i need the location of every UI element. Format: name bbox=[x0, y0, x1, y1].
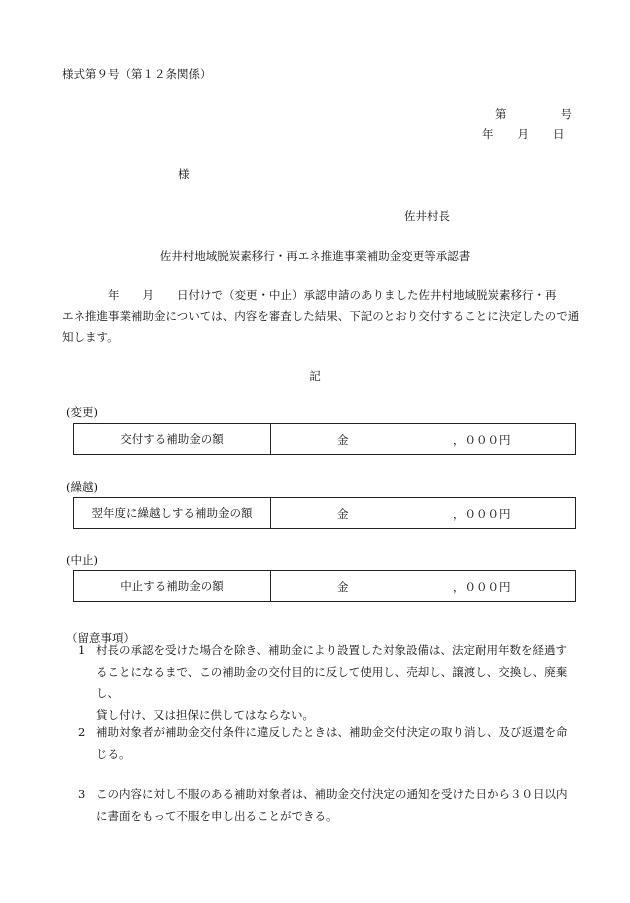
section-label-change: (変更) bbox=[66, 405, 98, 419]
document-title: 佐井村地域脱炭素移行・再エネ推進事業補助金変更等承認書 bbox=[159, 249, 471, 263]
note-item bbox=[78, 784, 590, 827]
section-label-cancel: (中止) bbox=[66, 553, 98, 567]
note-line: 補助対象者が補助金交付条件に違反したときは、補助金交付決定の取り消し、及び返還を命 bbox=[96, 725, 568, 739]
issue-date-line bbox=[482, 126, 565, 142]
amount-item-label: 中止する補助金の額 bbox=[74, 571, 271, 601]
body-line: 年 月 日付けで（変更・中止）承認申請のありました佐井村地域脱炭素移行・再 bbox=[62, 288, 557, 302]
ki-heading: 記 bbox=[309, 369, 321, 383]
document-number-line bbox=[495, 106, 572, 122]
day-label: 日 bbox=[553, 127, 565, 141]
amount-value: ，０００円 bbox=[453, 507, 511, 521]
amount-box-change bbox=[73, 423, 576, 455]
number-prefix: 第 bbox=[495, 107, 507, 121]
amount-item-label: 交付する補助金の額 bbox=[74, 424, 271, 454]
amount-box-cancel bbox=[73, 570, 576, 602]
kin-label: 金 bbox=[337, 433, 349, 447]
note-item bbox=[78, 640, 590, 726]
amount-value: ，０００円 bbox=[453, 433, 511, 447]
amount-value-cell bbox=[271, 571, 575, 601]
amount-value: ，０００円 bbox=[453, 580, 511, 594]
year-label: 年 bbox=[482, 127, 494, 141]
section-label-carryover: (繰越) bbox=[66, 480, 98, 494]
note-item bbox=[78, 722, 590, 765]
amount-value-cell bbox=[271, 498, 575, 528]
note-number: 2 bbox=[78, 725, 86, 739]
note-line: に書面をもって不服を申し出ることができる。 bbox=[96, 808, 338, 823]
note-number: 3 bbox=[78, 787, 86, 801]
amount-box-carryover bbox=[73, 497, 576, 529]
note-line: ることになるまで、この補助金の交付目的に反して使用し、売却し、譲渡し、交換し、廃棄し、 bbox=[96, 664, 568, 700]
body-line: 知します。 bbox=[62, 330, 119, 344]
note-line: じる。 bbox=[96, 746, 131, 761]
addressee-suffix: 様 bbox=[178, 167, 190, 181]
body-line: エネ推進事業補助金については、内容を審査した結果、下記のとおり交付することに決定したので通 bbox=[62, 309, 580, 323]
note-line: 村長の承認を受けた場合を除き、補助金により設置した対象設備は、法定耐用年数を経過す bbox=[96, 643, 568, 657]
amount-item-label: 翌年度に繰越しする補助金の額 bbox=[74, 498, 271, 528]
form-number: 様式第９号（第１２条関係） bbox=[62, 67, 212, 81]
kin-label: 金 bbox=[337, 507, 349, 521]
number-suffix: 号 bbox=[560, 107, 572, 121]
notes-title: （留意事項） bbox=[66, 631, 135, 645]
kin-label: 金 bbox=[337, 580, 349, 594]
month-label: 月 bbox=[517, 127, 529, 141]
body-paragraph bbox=[62, 285, 582, 348]
note-number: 1 bbox=[78, 643, 86, 657]
note-line: 貸し付け、又は担保に供してはならない。 bbox=[96, 707, 315, 722]
issuer-name: 佐井村長 bbox=[404, 209, 450, 223]
amount-value-cell bbox=[271, 424, 575, 454]
note-line: この内容に対し不服のある補助対象者は、補助金交付決定の通知を受けた日から３０日以内 bbox=[96, 787, 568, 801]
